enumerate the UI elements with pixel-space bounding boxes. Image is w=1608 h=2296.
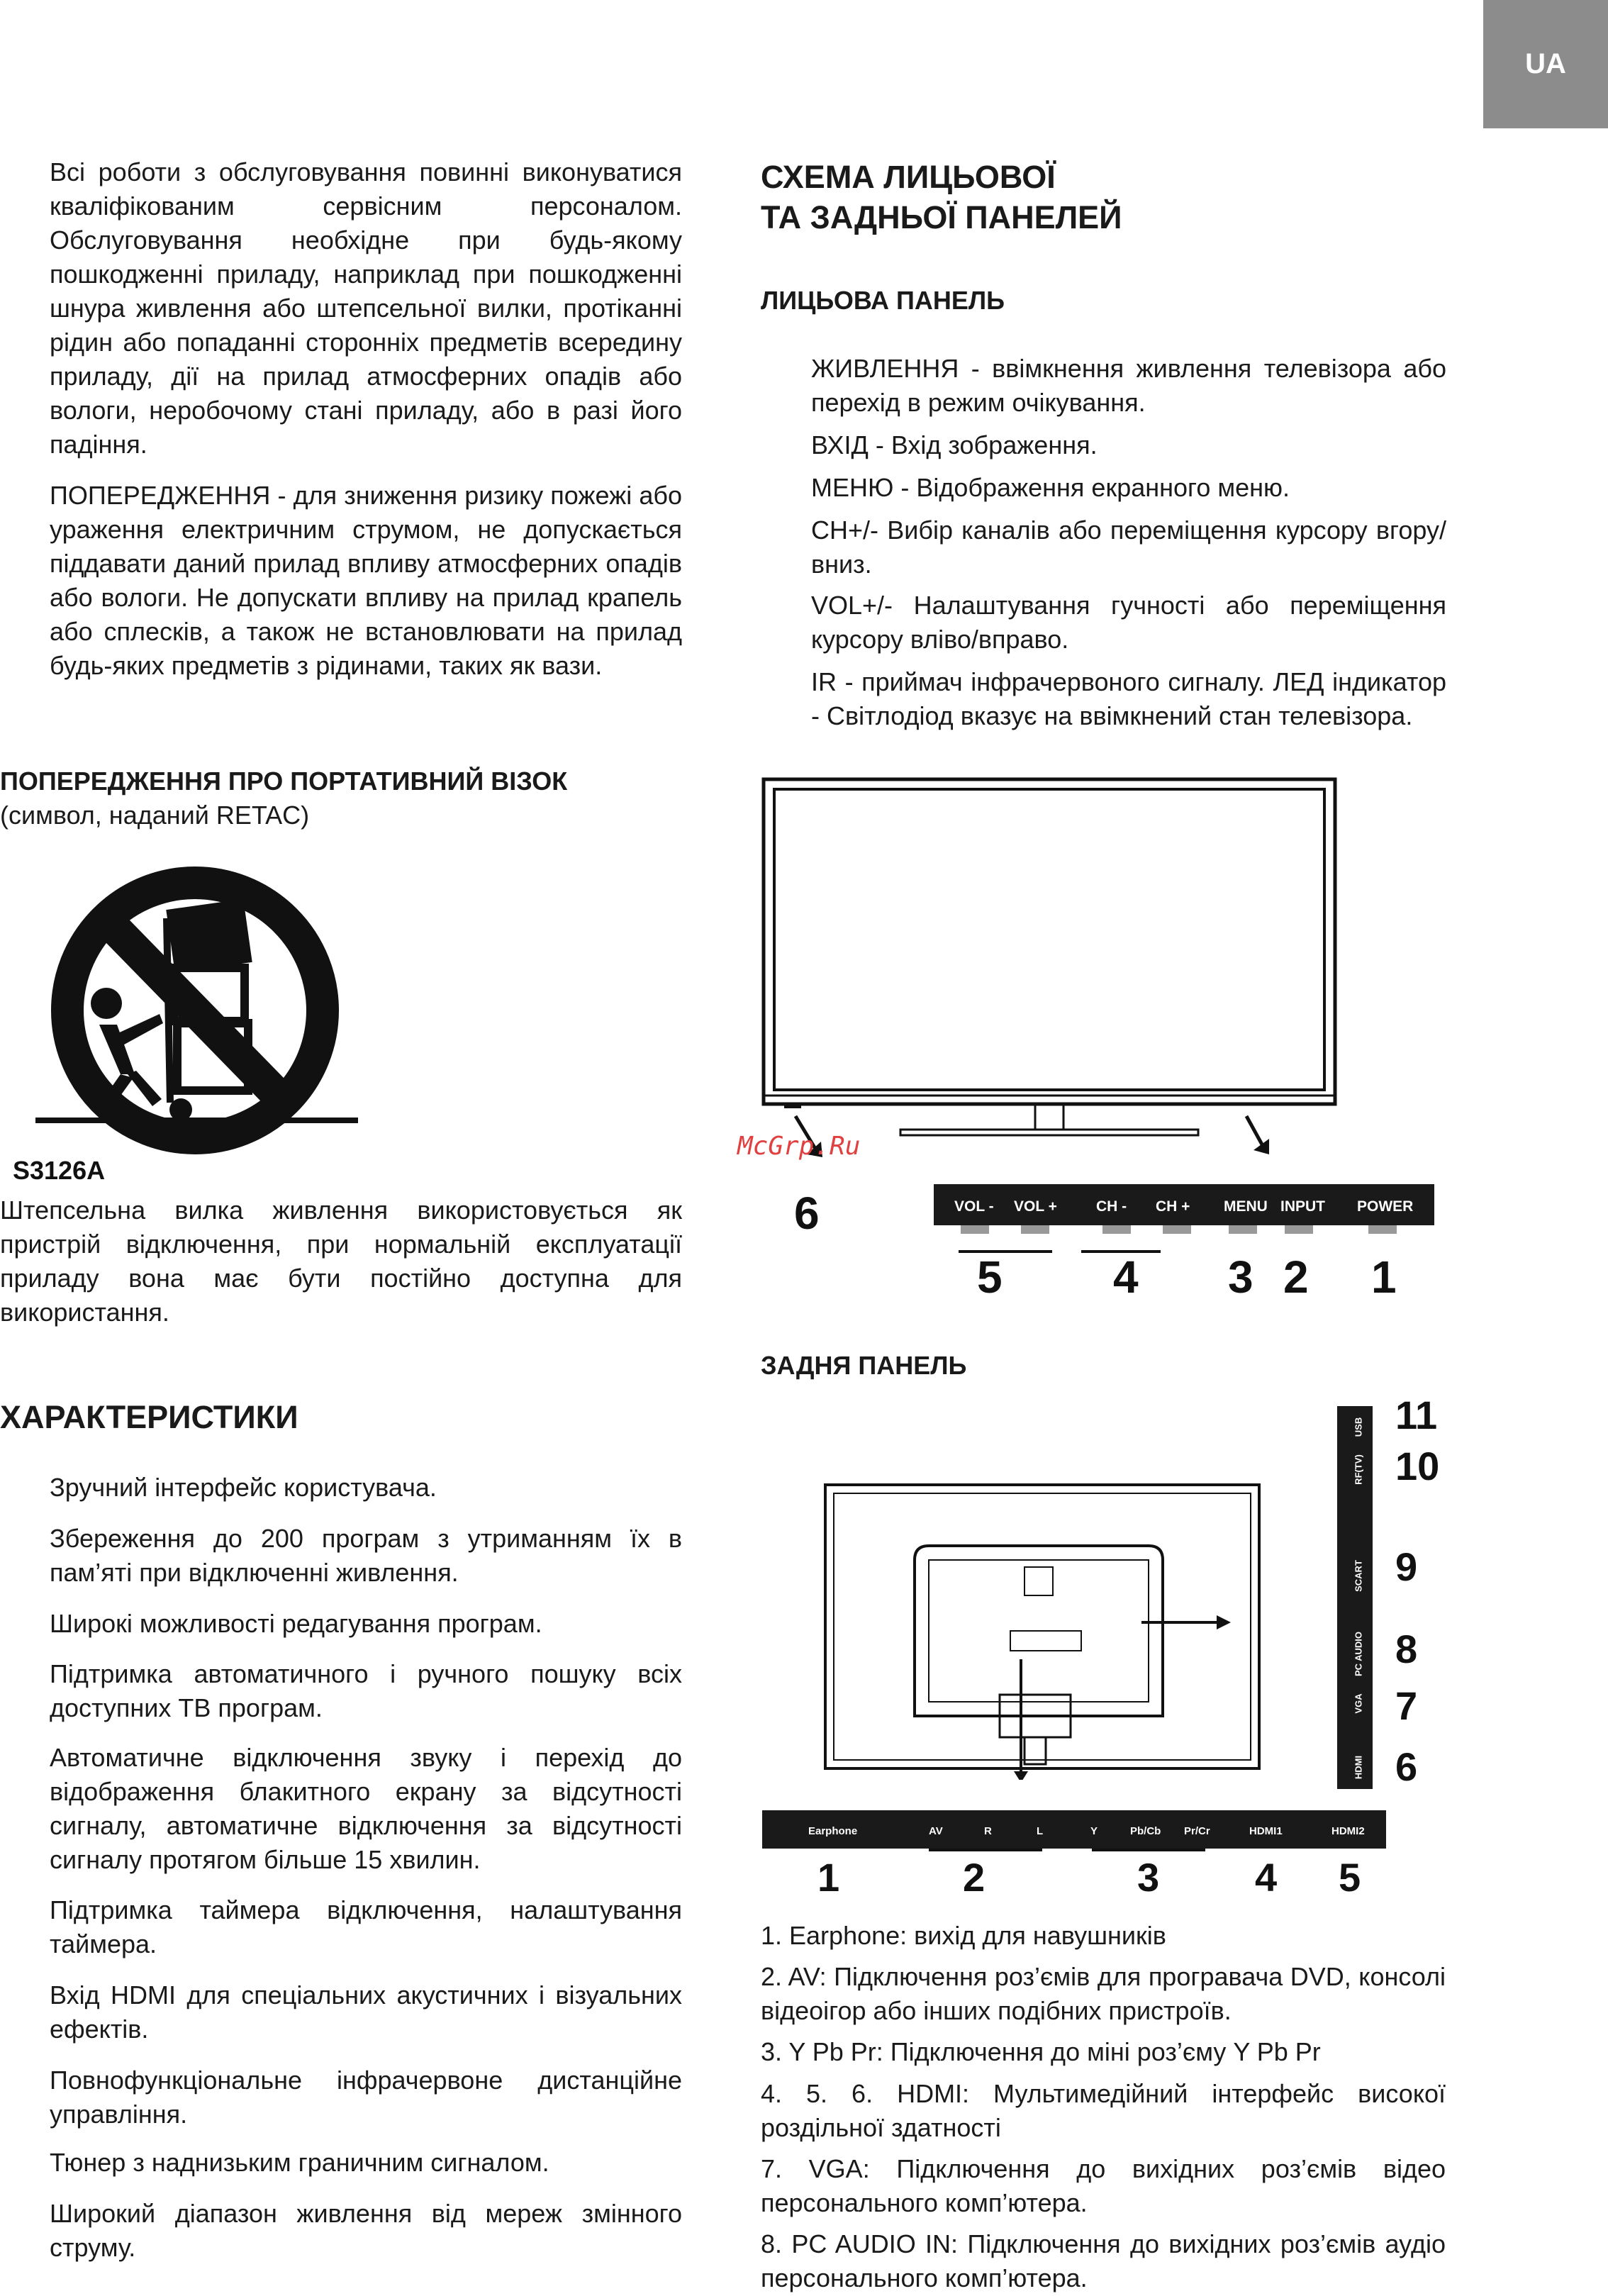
feature-item: Тюнер з наднизьким граничним сигналом. (50, 2148, 549, 2177)
rear-side-num-8: 8 (1395, 1627, 1418, 1671)
front-num-3: 3 (1228, 1252, 1254, 1303)
rear-label-r: R (984, 1825, 992, 1837)
group-bracket (1092, 1849, 1205, 1851)
button-nub (1285, 1225, 1313, 1234)
rear-panel-heading: ЗАДНЯ ПАНЕЛЬ (761, 1351, 967, 1380)
btn-label-menu: MENU (1224, 1198, 1268, 1215)
rear-label-y: Y (1090, 1825, 1098, 1837)
cart-warning-heading: ПОПЕРЕДЖЕННЯ ПРО ПОРТАТИВНИЙ ВІЗОК (0, 767, 568, 796)
feature-item: Повнофункціональне інфрачервоне дистанційне управління. (50, 2066, 682, 2129)
service-paragraph: Всі роботи з обслуговування повинні виконуватися кваліфікованим сервісним персоналом. Обслуговування необхідне при будь-якому пошкодженні приладу, наприклад при пошкодженні шнура живлення або штепсельної вилки, протіканні рідин або попаданні сторонніх предметів всередину приладу, дії на прилад атмосферних опадів або вологи, неробочому стані приладу, або в разі його падіння. (50, 157, 682, 459)
tv-rear-drawing (822, 1482, 1262, 1780)
front-num-1: 1 (1371, 1252, 1397, 1303)
rear-label-l: L (1037, 1825, 1044, 1837)
symbol-code: S3126A (13, 1156, 106, 1185)
rear-num-5: 5 (1339, 1855, 1361, 1900)
front-arrows (787, 1113, 1312, 1170)
side-label-scart: SCART (1353, 1560, 1364, 1592)
rear-side-num-9: 9 (1395, 1544, 1418, 1589)
warning-paragraph: ПОПЕРЕДЖЕННЯ - для зниження ризику пожежі або ураження електричним струмом, не допускається піддавати даний прилад впливу атмосферних опадів або вологи. Не допускати впливу на прилад крапель або сплесків, а також не встановлювати на прилад будь-яких предметів з рідинами, таких як вази. (50, 481, 682, 680)
front-item: ЖИВЛЕННЯ - ввімкнення живлення телевізора або перехід в режим очікування. (811, 354, 1446, 417)
watermark: McGrp.Ru (737, 1132, 861, 1161)
rear-side-num-10: 10 (1395, 1444, 1440, 1488)
rear-label-hdmi2: HDMI2 (1331, 1825, 1365, 1837)
btn-label-vol-minus: VOL - (954, 1198, 994, 1215)
button-nub (1368, 1225, 1397, 1234)
feature-item: Автоматичне відключення звуку і перехід до відображення блакитного екрану за відсутності сигналу, автоматичне відключення за відсутності сигналу протягом більше 15 хвилин. (50, 1743, 682, 1874)
front-item: ВХІД - Вхід зображення. (811, 430, 1098, 459)
rear-num-4: 4 (1255, 1855, 1278, 1900)
side-label-pc-audio: PC AUDIO (1353, 1631, 1364, 1677)
btn-label-vol-plus: VOL + (1014, 1198, 1057, 1215)
feature-item: Широкий діапазон живлення від мереж змінного струму. (50, 2199, 682, 2262)
rear-num-2: 2 (963, 1855, 986, 1900)
rear-label-earphone: Earphone (808, 1825, 858, 1837)
rear-num-1: 1 (817, 1855, 840, 1900)
front-num-4: 4 (1113, 1252, 1139, 1303)
rear-side-num-11: 11 (1395, 1393, 1438, 1437)
button-nub (1163, 1225, 1191, 1234)
rear-item: 7. VGA: Підключення до вихідних роз’ємів відео персонального комп’ютера. (761, 2154, 1446, 2217)
front-item: МЕНЮ - Відображення екранного меню. (811, 473, 1290, 502)
rear-side-num-6: 6 (1395, 1744, 1418, 1789)
group-bracket (929, 1849, 1042, 1851)
scheme-title-line2: ТА ЗАДНЬОЇ ПАНЕЛЕЙ (761, 199, 1122, 235)
rear-side-num-7: 7 (1395, 1683, 1418, 1728)
cart-warning-symbol-icon (28, 862, 362, 1159)
feature-item: Зручний інтерфейс користувача. (50, 1473, 437, 1502)
rear-item: 1. Earphone: вихід для навушників (761, 1921, 1166, 1950)
front-num-2: 2 (1283, 1252, 1309, 1303)
side-label-vga: VGA (1353, 1693, 1364, 1714)
rear-num-3: 3 (1137, 1855, 1160, 1900)
rear-label-av: AV (929, 1825, 943, 1837)
feature-item: Вхід HDMI для спеціальних акустичних і візуальних ефектів. (50, 1980, 682, 2044)
side-label-hdmi: HDMI (1353, 1755, 1364, 1780)
front-panel-heading: ЛИЦЬОВА ПАНЕЛЬ (761, 286, 1005, 315)
front-item: CH+/- Вибір каналів або переміщення курсору вгору/вниз. (811, 516, 1446, 579)
side-label-usb: USB (1353, 1417, 1364, 1437)
btn-label-power: POWER (1357, 1198, 1414, 1215)
feature-item: Збереження до 200 програм з утриманням їх в пам’яті при відключенні живлення. (50, 1524, 682, 1587)
button-nub (1021, 1225, 1049, 1234)
button-nub (961, 1225, 989, 1234)
btn-label-input: INPUT (1280, 1198, 1325, 1215)
rear-label-pb: Pb/Cb (1130, 1825, 1161, 1837)
btn-label-ch-minus: CH - (1096, 1198, 1127, 1215)
cart-warning-subheading: (символ, наданий RETAC) (0, 801, 310, 830)
features-heading: ХАРАКТЕРИСТИКИ (0, 1399, 298, 1435)
feature-item: Широкі можливості редагування програм. (50, 1609, 542, 1638)
rear-item: 3. Y Pb Pr: Підключення до міні роз’єму Y Pb Pr (761, 2037, 1321, 2066)
group-bracket (959, 1250, 1052, 1253)
rear-label-hdmi1: HDMI1 (1249, 1825, 1283, 1837)
language-tab: UA (1483, 0, 1608, 128)
tv-front-drawing (759, 776, 1340, 1145)
front-num-5: 5 (977, 1252, 1003, 1303)
btn-label-ch-plus: CH + (1156, 1198, 1190, 1215)
feature-item: Підтримка таймера відключення, налаштування таймера. (50, 1895, 682, 1958)
side-label-rf: RF(TV) (1353, 1454, 1364, 1485)
rear-item: 2. AV: Підключення роз’ємів для програвача DVD, консолі відеоігор або інших подібних пристроїв. (761, 1962, 1446, 2025)
button-nub (1229, 1225, 1257, 1234)
rear-label-pr: Pr/Cr (1184, 1825, 1210, 1837)
rear-item: 4. 5. 6. HDMI: Мультимедійний інтерфейс високої роздільної здатності (761, 2079, 1446, 2142)
front-item: IR - приймач інфрачервоного сигналу. ЛЕД індикатор - Світлодіод вказує на ввімкнений стан телевізора. (811, 667, 1446, 730)
rear-item: 8. PC AUDIO IN: Підключення до вихідних роз’ємів аудіо персонального комп’ютера. (761, 2229, 1446, 2292)
plug-paragraph: Штепсельна вилка живлення використовується як пристрій відключення, при нормальній експлуатації приладу вона має бути постійно доступна для використання. (0, 1196, 682, 1327)
button-nub (1102, 1225, 1131, 1234)
feature-item: Підтримка автоматичного і ручного пошуку всіх доступних ТВ програм. (50, 1659, 682, 1722)
scheme-title-line1: СХЕМА ЛИЦЬОВОЇ (761, 159, 1056, 195)
front-item: VOL+/- Налаштування гучності або переміщення курсору вліво/вправо. (811, 591, 1446, 654)
front-num-6: 6 (794, 1188, 820, 1239)
